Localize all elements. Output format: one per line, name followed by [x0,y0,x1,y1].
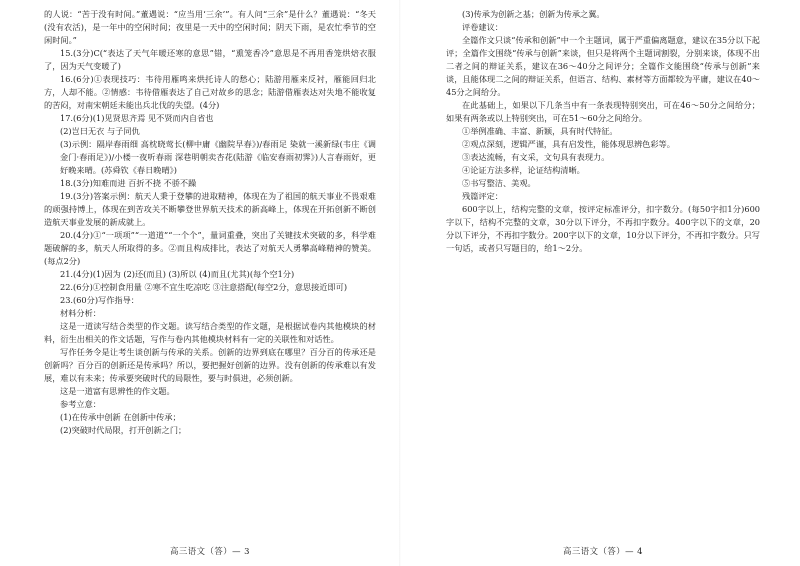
answer-paragraph: (3)示例：隔岸春雨细 高枕晓莺长(柳中庸《幽院早春》)/春雨足 染就一溪新绿(韦庄《调金门·春雨足》)/小楼一夜听春雨 深巷明朝卖杏花(陆游《临安春雨初霁》)人言春雨好，更好晚来晴。(苏舜钦《春日晚晴》) [60,139,376,175]
answer-paragraph: 23.(60分)写作指导： [60,295,139,305]
answer-paragraph: 22.(6分)①控制食用量 ②寒不宜生吃凉吃 ③注意搭配(每空2分，意思接近即可) [60,282,348,292]
answer-paragraph: 评卷建议： [462,22,503,32]
left-page-footer: 高三语文（答）— 3 [170,546,250,556]
right-page-content [446,8,760,255]
answer-paragraph: (2)突破时代局限，打开创新之门； [60,425,187,435]
answer-paragraph: ④论证方法多样，论证结构清晰。 [462,165,585,175]
answer-paragraph: 17.(6分)(1)见贤思齐焉 见不贤而内自省也 [60,113,214,123]
answer-paragraph: ⑤书写整洁、美观。 [462,178,536,188]
right-page-footer: 高三语文（答）— 4 [563,546,643,556]
answer-paragraph: (1)在传承中创新 在创新中传承； [60,412,181,422]
answer-paragraph: 参考立意： [60,399,101,409]
answer-paragraph: (3)传承为创新之基；创新为传承之翼。 [462,9,605,19]
answer-paragraph: 写作任务令是让考生谈创新与传承的关系。创新的边界到底在哪里？百分百的传承还是创新吗？百分百的创新还是传承吗？所以，要把握好创新的边界。没有创新的传承难以有发展，难以有未来；传承要突破时代的局限性，要与时俱进，必须创新。 [44,347,376,383]
answer-paragraph: 全篇作文只谈“传承和创新”中一个主题词，属于严重偏离题意，建议在35分以下起评；全篇作文围绕“传承与创新”来谈，但只是将两个主题词割裂，分别来谈，体现不出二者之间的辩证关系，建议在36～40分之间评分；全篇作文能围绕“传承与创新”来谈，且能体现二之间的辩证关系，但语言、结构、素材等方面都较为平庸，建议在40～45分之间给分。 [446,35,760,97]
answer-paragraph: 15.(3分)C(“表达了天气年暖还寒的意思”错，“熏笼香冷”意思是不再用香笼烘焙衣服了，因为天气变暖了) [44,48,376,71]
answer-paragraph: 材料分析： [60,308,101,318]
answer-paragraph: 在此基础上，如果以下几条当中有一条表现特别突出，可在46～50分之间给分；如果有两条或以上特别突出，可在51～60分之间给分。 [446,100,760,123]
answer-paragraph: ③表达流畅，有文采，文句具有表现力。 [462,152,610,162]
answer-paragraph: (2)岂曰无衣 与子同仇 [60,126,140,136]
answer-paragraph: 20.(4分)①“一项项”“一道道”“一个个”，量词重叠，突出了关键技术突破的多，科学难题破解的多，航天人所取得的多。②而且构成排比，表达了对航天人勇攀高峰精神的赞美。(每点2分) [44,230,376,266]
answer-paragraph: 16.(6分)①表现技巧：韦待用雁鸣来烘托诗人的愁心；陆游用雁来反衬，雁能回归北方，人却不能。②情感：韦待借雁表达了自己对故乡的思念；陆游借雁表达对失地不能收复的苦闷，对南宋朝廷未能出兵北伐的失望。(4分) [44,74,376,110]
answer-paragraph: 19.(3分)答案示例：航天人秉于登攀的进取精神，体现在为了祖国的航天事业不畏艰难的顽强持博上，体现在到苦攻关不断攀登世界航天技术的新高峰上，体现在开拓创新不断创造航天事业发展的新成就上。 [44,191,376,227]
answer-paragraph: 残篇评定： [462,191,503,201]
answer-paragraph: 21.(4分)(1)因为 (2)还(而且) (3)所以 (4)而且(尤其)(每个空1分) [60,269,295,279]
left-page-content [44,8,376,437]
right-page [446,8,760,566]
left-page [44,8,376,566]
answer-paragraph: 这是一道读写结合类型的作文题。读写结合类型的作文题，是根据试卷内其他模块的材料，衍生出相关的作文话题，写作与卷内其他模块材料有一定的关联性和对话性。 [44,321,376,344]
answer-paragraph: 600字以上，结构完整的文章，按评定标准评分，扣字数分。(每50字扣1分)600字以下，结构不完整的文章，30分以下评分，不再扣字数分。400字以下的文章，20分以下评分，不再扣字数分。200字以下的文章，10分以下评分，不再扣字数分。只写一句话，或者只写题目的，给1～2分。 [446,204,760,253]
answer-paragraph: 这是一道富有思辨性的作文题。 [60,386,175,396]
answer-paragraph: ①举例准确、丰富、新颖，具有时代特征。 [462,126,618,136]
answer-paragraph: ②观点深刻，逻辑严谨，具有启发性，能体现思辨色彩等。 [462,139,675,149]
answer-paragraph: 18.(3分)知难而进 百折不挠 不骄不躁 [60,178,197,188]
answer-paragraph: 的人说：“苦于没有时间。”董遇说：“应当用‘三余’”。有人问“三余”是什么？董遇说：“冬天(没有农活)，是一年中的空闲时间；夜里是一天中的空闲时间；阴天下雨，是农忙季节的空闲时间。” [44,9,376,45]
page-gutter [399,0,401,566]
